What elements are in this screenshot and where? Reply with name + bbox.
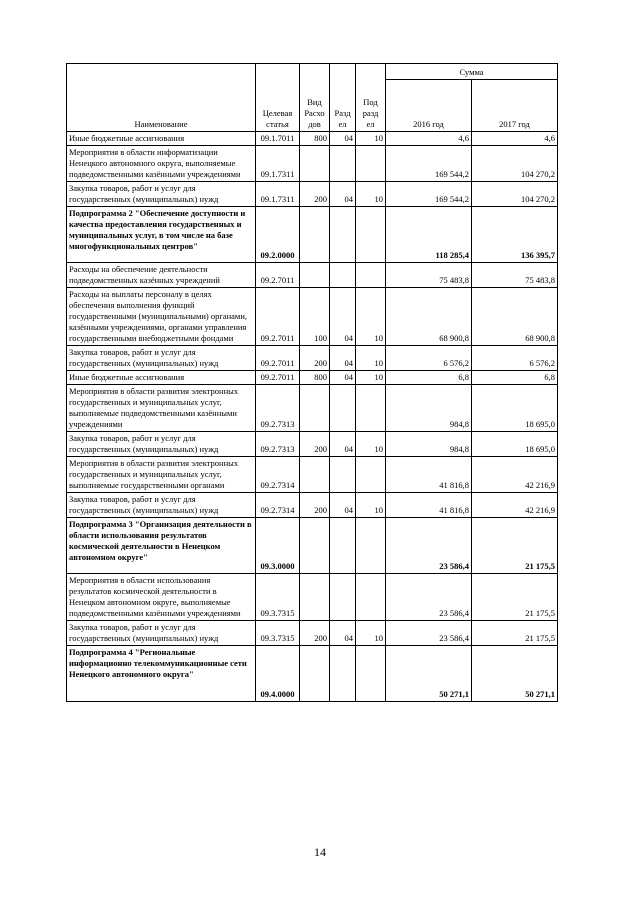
row-name: Закупка товаров, работ и услуг для государственных (муниципальных) нужд: [67, 182, 256, 207]
row-name: Иные бюджетные ассигнования: [67, 132, 256, 146]
row-name: Закупка товаров, работ и услуг для государственных (муниципальных) нужд: [67, 621, 256, 646]
row-section: [330, 263, 356, 288]
table-row: [67, 574, 558, 621]
row-section: 04: [330, 371, 356, 385]
row-sum-2016: 984,8: [386, 385, 472, 432]
row-target-code: 09.1.7011: [256, 132, 300, 146]
row-expense-type: [300, 385, 330, 432]
row-sum-2017: 68 900,8: [472, 288, 558, 346]
page-number: 14: [314, 845, 326, 859]
row-subsection: [356, 646, 386, 702]
header-subsection: Под разд ел: [356, 64, 386, 132]
row-expense-type: 200: [300, 621, 330, 646]
row-name: Расходы на обеспечение деятельности подведомственных казённых учреждений: [67, 263, 256, 288]
row-subsection: [356, 574, 386, 621]
row-sum-2016: 984,8: [386, 432, 472, 457]
row-section: 04: [330, 621, 356, 646]
row-target-code: 09.2.7011: [256, 288, 300, 346]
table-row: [67, 207, 558, 263]
row-target-code: 09.2.7313: [256, 385, 300, 432]
row-sum-2017: 18 695,0: [472, 432, 558, 457]
row-expense-type: 100: [300, 288, 330, 346]
header-year-2017: 2017 год: [472, 80, 558, 132]
row-sum-2016: 6 576,2: [386, 346, 472, 371]
header-name: Наименование: [67, 64, 256, 132]
budget-table: [66, 63, 558, 702]
row-section: 04: [330, 182, 356, 207]
row-section: [330, 646, 356, 702]
row-subsection: 10: [356, 493, 386, 518]
row-section: [330, 385, 356, 432]
table-row: [67, 263, 558, 288]
row-subsection: 10: [356, 182, 386, 207]
row-section: [330, 207, 356, 263]
row-section: 04: [330, 346, 356, 371]
row-target-code: 09.2.7011: [256, 263, 300, 288]
row-sum-2017: 18 695,0: [472, 385, 558, 432]
row-target-code: 09.3.7315: [256, 621, 300, 646]
row-sum-2016: 23 586,4: [386, 574, 472, 621]
row-subsection: [356, 518, 386, 574]
table-row: [67, 621, 558, 646]
row-section: 04: [330, 132, 356, 146]
row-sum-2016: 6,8: [386, 371, 472, 385]
table-row: [67, 518, 558, 574]
row-sum-2016: 41 816,8: [386, 493, 472, 518]
row-sum-2016: 4,6: [386, 132, 472, 146]
table-row: [67, 493, 558, 518]
row-subsection: 10: [356, 621, 386, 646]
header-target: Целевая статья: [256, 64, 300, 132]
table-row: [67, 371, 558, 385]
row-expense-type: [300, 146, 330, 182]
row-name: Мероприятия в области развития электронных государственных и муниципальных услуг, выполняемые подведомственными казёнными учреждениями: [67, 385, 256, 432]
row-name: Иные бюджетные ассигнования: [67, 371, 256, 385]
row-subsection: [356, 146, 386, 182]
row-target-code: 09.3.7315: [256, 574, 300, 621]
row-name: Закупка товаров, работ и услуг для государственных (муниципальных) нужд: [67, 346, 256, 371]
row-section: [330, 518, 356, 574]
row-expense-type: [300, 207, 330, 263]
header-year-2016: 2016 год: [386, 80, 472, 132]
row-subsection: 10: [356, 288, 386, 346]
row-expense-type: [300, 646, 330, 702]
row-expense-type: 800: [300, 371, 330, 385]
row-target-code: 09.2.7011: [256, 346, 300, 371]
row-name: Расходы на выплаты персоналу в целях обеспечения выполнения функций государственными (муниципальными) органами, казёнными учреждениями, органами управления государственными внебюджетными фондами: [67, 288, 256, 346]
row-subsection: [356, 385, 386, 432]
row-section: [330, 457, 356, 493]
row-name: Мероприятия в области развития электронных государственных и муниципальных услуг, выполняемые государственными органами: [67, 457, 256, 493]
row-target-code: 09.2.7313: [256, 432, 300, 457]
row-target-code: 09.3.0000: [256, 518, 300, 574]
row-expense-type: [300, 457, 330, 493]
row-subsection: 10: [356, 132, 386, 146]
row-sum-2017: 104 270,2: [472, 182, 558, 207]
row-sum-2017: 42 216,9: [472, 457, 558, 493]
row-target-code: 09.1.7311: [256, 146, 300, 182]
table-row: [67, 146, 558, 182]
row-name: Подпрограмма 2 "Обеспечение доступности и качества предоставления государственных и муниципальных услуг, в том числе на базе многофункциональных центров": [67, 207, 256, 263]
row-sum-2016: 68 900,8: [386, 288, 472, 346]
header-expense-type: Вид Расхо дов: [300, 64, 330, 132]
row-sum-2016: 41 816,8: [386, 457, 472, 493]
row-expense-type: 200: [300, 182, 330, 207]
row-section: [330, 146, 356, 182]
row-expense-type: [300, 574, 330, 621]
row-sum-2016: 23 586,4: [386, 518, 472, 574]
row-expense-type: [300, 263, 330, 288]
row-name: Подпрограмма 4 "Региональные информационно телекоммуникационные сети Ненецкого автономного округа": [67, 646, 256, 702]
table-row: [67, 646, 558, 702]
header-section: Разд ел: [330, 64, 356, 132]
row-target-code: 09.4.0000: [256, 646, 300, 702]
table-row: [67, 132, 558, 146]
table-body: [67, 132, 558, 702]
row-subsection: [356, 207, 386, 263]
header-sum: Сумма: [386, 64, 558, 80]
table-row: [67, 457, 558, 493]
row-expense-type: 200: [300, 493, 330, 518]
row-expense-type: 200: [300, 346, 330, 371]
row-section: 04: [330, 288, 356, 346]
row-sum-2017: 4,6: [472, 132, 558, 146]
row-subsection: [356, 457, 386, 493]
row-sum-2016: 50 271,1: [386, 646, 472, 702]
row-section: 04: [330, 432, 356, 457]
table-header: [67, 64, 558, 132]
row-name: Подпрограмма 3 "Организация деятельности в области использования результатов космической деятельности в Ненецком автономном округе": [67, 518, 256, 574]
row-sum-2017: 42 216,9: [472, 493, 558, 518]
row-sum-2016: 23 586,4: [386, 621, 472, 646]
table-row: [67, 346, 558, 371]
row-target-code: 09.2.0000: [256, 207, 300, 263]
row-name: Мероприятия в области информатизации Ненецкого автономного округа, выполняемые подведомственными казёнными учреждениями: [67, 146, 256, 182]
row-sum-2017: 104 270,2: [472, 146, 558, 182]
row-sum-2016: 118 285,4: [386, 207, 472, 263]
table-row: [67, 288, 558, 346]
row-sum-2017: 136 395,7: [472, 207, 558, 263]
row-sum-2017: 21 175,5: [472, 574, 558, 621]
row-expense-type: 200: [300, 432, 330, 457]
row-sum-2016: 169 544,2: [386, 182, 472, 207]
row-name: Закупка товаров, работ и услуг для государственных (муниципальных) нужд: [67, 432, 256, 457]
row-section: 04: [330, 493, 356, 518]
row-target-code: 09.2.7314: [256, 457, 300, 493]
table-row: [67, 385, 558, 432]
table-row: [67, 182, 558, 207]
row-target-code: 09.2.7314: [256, 493, 300, 518]
row-sum-2017: 21 175,5: [472, 621, 558, 646]
row-sum-2016: 75 483,8: [386, 263, 472, 288]
row-sum-2017: 50 271,1: [472, 646, 558, 702]
row-expense-type: [300, 518, 330, 574]
row-sum-2017: 6 576,2: [472, 346, 558, 371]
table-row: [67, 432, 558, 457]
row-subsection: 10: [356, 346, 386, 371]
row-target-code: 09.2.7011: [256, 371, 300, 385]
row-sum-2017: 21 175,5: [472, 518, 558, 574]
row-subsection: [356, 263, 386, 288]
row-section: [330, 574, 356, 621]
row-sum-2017: 75 483,8: [472, 263, 558, 288]
row-sum-2016: 169 544,2: [386, 146, 472, 182]
row-subsection: 10: [356, 371, 386, 385]
row-subsection: 10: [356, 432, 386, 457]
row-target-code: 09.1.7311: [256, 182, 300, 207]
row-name: Закупка товаров, работ и услуг для государственных (муниципальных) нужд: [67, 493, 256, 518]
row-sum-2017: 6,8: [472, 371, 558, 385]
row-name: Мероприятия в области использования результатов космической деятельности в Ненецком автономном округе, выполняемые подведомственными казёнными учреждениями: [67, 574, 256, 621]
row-expense-type: 800: [300, 132, 330, 146]
